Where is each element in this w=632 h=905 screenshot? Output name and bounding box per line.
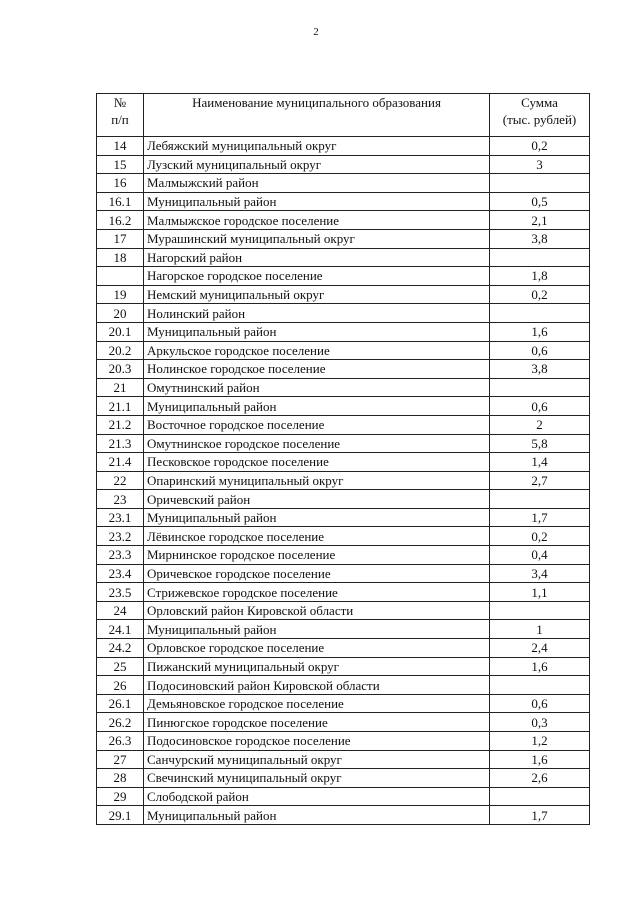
table-row bbox=[97, 229, 590, 248]
row-sum-cell: 1,4 bbox=[490, 453, 590, 472]
row-number-cell: 20.3 bbox=[97, 360, 144, 379]
row-number-cell: 16 bbox=[97, 174, 144, 193]
row-sum-cell: 0,5 bbox=[490, 192, 590, 211]
row-name-cell: Малмыжское городское поселение bbox=[144, 211, 490, 230]
table-row bbox=[97, 248, 590, 267]
row-number-cell: 16.1 bbox=[97, 192, 144, 211]
table-row bbox=[97, 657, 590, 676]
row-sum-cell: 2,4 bbox=[490, 639, 590, 658]
row-number-cell bbox=[97, 267, 144, 286]
row-number-cell: 21.3 bbox=[97, 434, 144, 453]
row-sum-cell bbox=[490, 304, 590, 323]
column-header-number bbox=[97, 94, 144, 137]
row-sum-cell: 2,7 bbox=[490, 471, 590, 490]
row-name-cell: Песковское городское поселение bbox=[144, 453, 490, 472]
row-sum-cell: 1,6 bbox=[490, 322, 590, 341]
table-row bbox=[97, 397, 590, 416]
row-number-cell: 22 bbox=[97, 471, 144, 490]
row-sum-cell: 5,8 bbox=[490, 434, 590, 453]
table-row bbox=[97, 415, 590, 434]
row-name-cell: Муниципальный район bbox=[144, 397, 490, 416]
row-sum-cell: 3,4 bbox=[490, 564, 590, 583]
row-number-cell: 28 bbox=[97, 769, 144, 788]
row-name-cell: Муниципальный район bbox=[144, 322, 490, 341]
row-sum-cell bbox=[490, 601, 590, 620]
table-row bbox=[97, 267, 590, 286]
row-sum-cell: 1,6 bbox=[490, 750, 590, 769]
row-name-cell: Восточное городское поселение bbox=[144, 415, 490, 434]
row-number-cell: 27 bbox=[97, 750, 144, 769]
row-number-cell: 24.2 bbox=[97, 639, 144, 658]
column-header-sum-line1: Сумма bbox=[521, 95, 558, 110]
row-name-cell: Стрижевское городское поселение bbox=[144, 583, 490, 602]
table-row bbox=[97, 471, 590, 490]
row-number-cell: 20.1 bbox=[97, 322, 144, 341]
row-number-cell: 21.4 bbox=[97, 453, 144, 472]
table-row bbox=[97, 285, 590, 304]
row-number-cell: 19 bbox=[97, 285, 144, 304]
row-number-cell: 29.1 bbox=[97, 806, 144, 825]
row-sum-cell bbox=[490, 378, 590, 397]
column-header-number-line2: п/п bbox=[111, 112, 129, 127]
table-row bbox=[97, 806, 590, 825]
row-name-cell: Лёвинское городское поселение bbox=[144, 527, 490, 546]
row-sum-cell: 0,6 bbox=[490, 397, 590, 416]
row-sum-cell: 1,1 bbox=[490, 583, 590, 602]
row-name-cell: Муниципальный район bbox=[144, 508, 490, 527]
table-row bbox=[97, 620, 590, 639]
row-number-cell: 26 bbox=[97, 676, 144, 695]
table-row bbox=[97, 211, 590, 230]
row-name-cell: Нагорский район bbox=[144, 248, 490, 267]
row-number-cell: 21 bbox=[97, 378, 144, 397]
table-row bbox=[97, 137, 590, 156]
table-row bbox=[97, 583, 590, 602]
row-number-cell: 21.2 bbox=[97, 415, 144, 434]
table-row bbox=[97, 508, 590, 527]
row-name-cell: Лузский муниципальный округ bbox=[144, 155, 490, 174]
row-sum-cell: 0,3 bbox=[490, 713, 590, 732]
table-row bbox=[97, 434, 590, 453]
row-name-cell: Орловский район Кировской области bbox=[144, 601, 490, 620]
table-row bbox=[97, 527, 590, 546]
row-sum-cell: 0,6 bbox=[490, 694, 590, 713]
table-row bbox=[97, 192, 590, 211]
row-sum-cell bbox=[490, 787, 590, 806]
row-name-cell: Орловское городское поселение bbox=[144, 639, 490, 658]
table-row bbox=[97, 639, 590, 658]
row-name-cell: Нолинское городское поселение bbox=[144, 360, 490, 379]
table-row bbox=[97, 360, 590, 379]
row-sum-cell: 3,8 bbox=[490, 229, 590, 248]
row-name-cell: Мирнинское городское поселение bbox=[144, 546, 490, 565]
row-number-cell: 15 bbox=[97, 155, 144, 174]
table-row bbox=[97, 155, 590, 174]
table-row bbox=[97, 174, 590, 193]
table-row bbox=[97, 304, 590, 323]
row-name-cell: Мурашинский муниципальный округ bbox=[144, 229, 490, 248]
row-number-cell: 16.2 bbox=[97, 211, 144, 230]
row-name-cell: Аркульское городское поселение bbox=[144, 341, 490, 360]
row-sum-cell: 0,2 bbox=[490, 285, 590, 304]
table-header-row bbox=[97, 94, 590, 137]
row-name-cell: Лебяжский муниципальный округ bbox=[144, 137, 490, 156]
column-header-number-line1: № bbox=[113, 95, 127, 110]
row-name-cell: Нолинский район bbox=[144, 304, 490, 323]
row-name-cell: Муниципальный район bbox=[144, 806, 490, 825]
row-sum-cell: 0,2 bbox=[490, 137, 590, 156]
row-number-cell: 18 bbox=[97, 248, 144, 267]
table-row bbox=[97, 769, 590, 788]
table-row bbox=[97, 601, 590, 620]
row-name-cell: Подосиновский район Кировской области bbox=[144, 676, 490, 695]
row-sum-cell: 1,7 bbox=[490, 806, 590, 825]
row-number-cell: 17 bbox=[97, 229, 144, 248]
row-sum-cell: 2 bbox=[490, 415, 590, 434]
row-sum-cell: 0,6 bbox=[490, 341, 590, 360]
row-name-cell: Опаринский муниципальный округ bbox=[144, 471, 490, 490]
table-row bbox=[97, 546, 590, 565]
row-number-cell: 23 bbox=[97, 490, 144, 509]
row-number-cell: 23.2 bbox=[97, 527, 144, 546]
row-sum-cell: 3,8 bbox=[490, 360, 590, 379]
table-row bbox=[97, 787, 590, 806]
row-sum-cell: 1 bbox=[490, 620, 590, 639]
column-header-sum bbox=[490, 94, 590, 137]
table-row bbox=[97, 694, 590, 713]
row-sum-cell: 2,6 bbox=[490, 769, 590, 788]
row-number-cell: 26.1 bbox=[97, 694, 144, 713]
table-row bbox=[97, 378, 590, 397]
column-header-name: Наименование муниципального образования bbox=[144, 94, 490, 137]
row-sum-cell: 1,7 bbox=[490, 508, 590, 527]
row-name-cell: Немский муниципальный округ bbox=[144, 285, 490, 304]
row-number-cell: 29 bbox=[97, 787, 144, 806]
table-row bbox=[97, 713, 590, 732]
row-number-cell: 25 bbox=[97, 657, 144, 676]
column-header-sum-line2: (тыс. рублей) bbox=[502, 112, 577, 127]
row-sum-cell: 1,8 bbox=[490, 267, 590, 286]
row-number-cell: 26.2 bbox=[97, 713, 144, 732]
table-row bbox=[97, 453, 590, 472]
row-name-cell: Нагорское городское поселение bbox=[144, 267, 490, 286]
row-name-cell: Оричевское городское поселение bbox=[144, 564, 490, 583]
row-number-cell: 20.2 bbox=[97, 341, 144, 360]
row-name-cell: Муниципальный район bbox=[144, 192, 490, 211]
row-name-cell: Свечинский муниципальный округ bbox=[144, 769, 490, 788]
table-row bbox=[97, 564, 590, 583]
row-name-cell: Пинюгское городское поселение bbox=[144, 713, 490, 732]
row-number-cell: 23.5 bbox=[97, 583, 144, 602]
row-name-cell: Демьяновское городское поселение bbox=[144, 694, 490, 713]
row-number-cell: 26.3 bbox=[97, 732, 144, 751]
row-sum-cell bbox=[490, 248, 590, 267]
page-number: 2 bbox=[313, 26, 319, 38]
row-sum-cell bbox=[490, 676, 590, 695]
row-sum-cell: 1,6 bbox=[490, 657, 590, 676]
row-sum-cell bbox=[490, 490, 590, 509]
row-name-cell: Малмыжский район bbox=[144, 174, 490, 193]
row-number-cell: 21.1 bbox=[97, 397, 144, 416]
row-number-cell: 20 bbox=[97, 304, 144, 323]
row-number-cell: 24.1 bbox=[97, 620, 144, 639]
row-name-cell: Оричевский район bbox=[144, 490, 490, 509]
row-number-cell: 23.3 bbox=[97, 546, 144, 565]
row-number-cell: 14 bbox=[97, 137, 144, 156]
row-sum-cell bbox=[490, 174, 590, 193]
table-row bbox=[97, 341, 590, 360]
table-body bbox=[97, 137, 590, 825]
row-sum-cell: 3 bbox=[490, 155, 590, 174]
table-row bbox=[97, 732, 590, 751]
row-number-cell: 23.1 bbox=[97, 508, 144, 527]
row-sum-cell: 1,2 bbox=[490, 732, 590, 751]
row-number-cell: 23.4 bbox=[97, 564, 144, 583]
row-name-cell: Санчурский муниципальный округ bbox=[144, 750, 490, 769]
table-row bbox=[97, 676, 590, 695]
row-name-cell: Муниципальный район bbox=[144, 620, 490, 639]
row-name-cell: Омутнинский район bbox=[144, 378, 490, 397]
table-row bbox=[97, 322, 590, 341]
row-sum-cell: 2,1 bbox=[490, 211, 590, 230]
row-sum-cell: 0,4 bbox=[490, 546, 590, 565]
municipal-sums-table bbox=[96, 93, 590, 825]
row-name-cell: Подосиновское городское поселение bbox=[144, 732, 490, 751]
row-name-cell: Слободской район bbox=[144, 787, 490, 806]
table-row bbox=[97, 750, 590, 769]
row-number-cell: 24 bbox=[97, 601, 144, 620]
table-row bbox=[97, 490, 590, 509]
row-name-cell: Омутнинское городское поселение bbox=[144, 434, 490, 453]
row-name-cell: Пижанский муниципальный округ bbox=[144, 657, 490, 676]
row-sum-cell: 0,2 bbox=[490, 527, 590, 546]
